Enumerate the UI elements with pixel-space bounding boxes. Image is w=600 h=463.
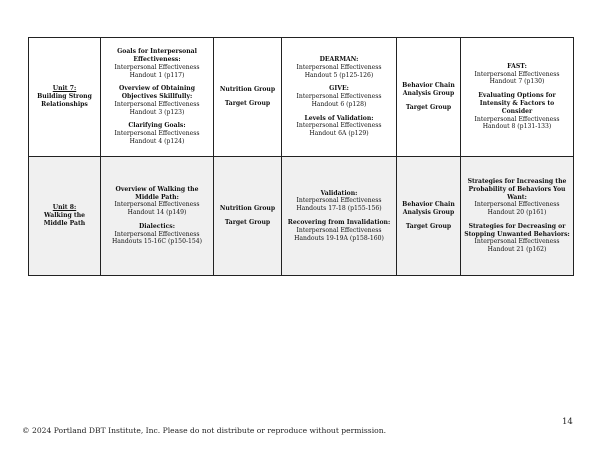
group-label: Target Group — [405, 222, 452, 230]
handout-line: Handouts 19-19A (p158-160) — [294, 234, 384, 242]
group-label: Target Group — [224, 219, 271, 226]
group-cell — [214, 157, 282, 276]
handout-title: Levels of Validation: — [304, 114, 374, 122]
handout-line: Handout 7 (p130) — [489, 78, 545, 86]
handout-title: FAST: — [507, 62, 527, 70]
handout-line: Interpersonal Effectiveness — [114, 63, 200, 71]
group-label: Behavior Chain Analysis Group — [402, 201, 455, 217]
handout-line: Interpersonal Effectiveness — [114, 201, 200, 209]
handout-line: Handout 3 (p123) — [129, 108, 185, 116]
handout-title: Overview of Walking the Middle Path: — [115, 185, 199, 201]
unit-number: Unit 7: — [52, 85, 77, 93]
handout-title: Validation: — [320, 189, 358, 197]
group-cell — [397, 38, 461, 157]
handout-title: Strategies for Increasing the Probability of Behaviors You Want: — [467, 177, 567, 201]
handout-line: Interpersonal Effectiveness — [296, 197, 382, 205]
group-cell — [397, 157, 461, 276]
handout-line: Interpersonal Effectiveness — [474, 115, 560, 123]
handout-line: Interpersonal Effectiveness — [114, 130, 200, 138]
handout-line: Interpersonal Effectiveness — [296, 226, 382, 234]
handout-line: Handouts 17-18 (p155-156) — [296, 205, 382, 213]
unit-title: Building Strong Relationships — [37, 93, 92, 108]
table-row — [29, 157, 574, 276]
handout-line: Interpersonal Effectiveness — [296, 93, 382, 101]
handout-cell — [282, 38, 397, 157]
handout-cell — [101, 38, 214, 157]
handout-line: Handout 21 (p162) — [487, 246, 547, 254]
copyright-footer: © 2024 Portland DBT Institute, Inc. Please do not distribute or reproduce without permission. — [22, 426, 386, 435]
handout-line: Handout 8 (p131-133) — [482, 123, 552, 131]
handout-line: Handout 20 (p161) — [487, 209, 547, 217]
unit-cell — [29, 38, 101, 157]
group-label: Target Group — [405, 103, 452, 111]
handout-line: Interpersonal Effectiveness — [114, 230, 200, 238]
group-label: Behavior Chain Analysis Group — [402, 82, 455, 98]
handout-line: Handout 1 (p117) — [129, 71, 185, 79]
handout-title: Strategies for Decreasing or Stopping Unwanted Behaviors: — [464, 222, 570, 238]
handout-cell — [461, 157, 574, 276]
handout-line: Handout 6 (p128) — [311, 100, 367, 108]
unit-cell — [29, 157, 101, 276]
page-number: 14 — [562, 417, 573, 427]
handout-line: Handout 4 (p124) — [129, 138, 185, 146]
handout-line: Interpersonal Effectiveness — [296, 63, 382, 71]
group-label: Nutrition Group — [219, 205, 276, 213]
handout-title: Clarifying Goals: — [128, 122, 186, 130]
group-label: Target Group — [224, 100, 271, 107]
handout-line: Handout 6A (p129) — [309, 130, 369, 138]
handout-cell — [101, 157, 214, 276]
handout-cell — [282, 157, 397, 276]
handout-line: Handout 5 (p125-126) — [304, 71, 374, 79]
handout-title: Overview of Obtaining Objectives Skillfully: — [119, 85, 195, 101]
handout-line: Interpersonal Effectiveness — [474, 201, 560, 209]
handout-line: Interpersonal Effectiveness — [474, 238, 560, 246]
table-row — [29, 38, 574, 157]
curriculum-table — [28, 37, 574, 276]
handout-title: Evaluating Options for Intensity & Factors to Consider — [478, 92, 556, 115]
unit-title: Walking the Middle Path — [43, 212, 86, 227]
handout-line: Interpersonal Effectiveness — [296, 122, 382, 130]
handout-line: Handouts 15-16C (p150-154) — [111, 238, 203, 246]
group-cell — [214, 38, 282, 157]
handout-title: GIVE: — [329, 85, 349, 93]
handout-title: Dialectics: — [139, 222, 175, 230]
handout-line: Interpersonal Effectiveness — [474, 70, 560, 78]
unit-number: Unit 8: — [52, 204, 77, 212]
group-label: Nutrition Group — [219, 86, 276, 94]
handout-line: Interpersonal Effectiveness — [114, 100, 200, 108]
handout-title: DEARMAN: — [319, 55, 359, 63]
handout-title: Recovering from Invalidation: — [287, 219, 391, 226]
handout-cell — [461, 38, 574, 157]
handout-title: Goals for Interpersonal Effectiveness: — [117, 48, 197, 63]
handout-line: Handout 14 (p149) — [127, 209, 187, 217]
